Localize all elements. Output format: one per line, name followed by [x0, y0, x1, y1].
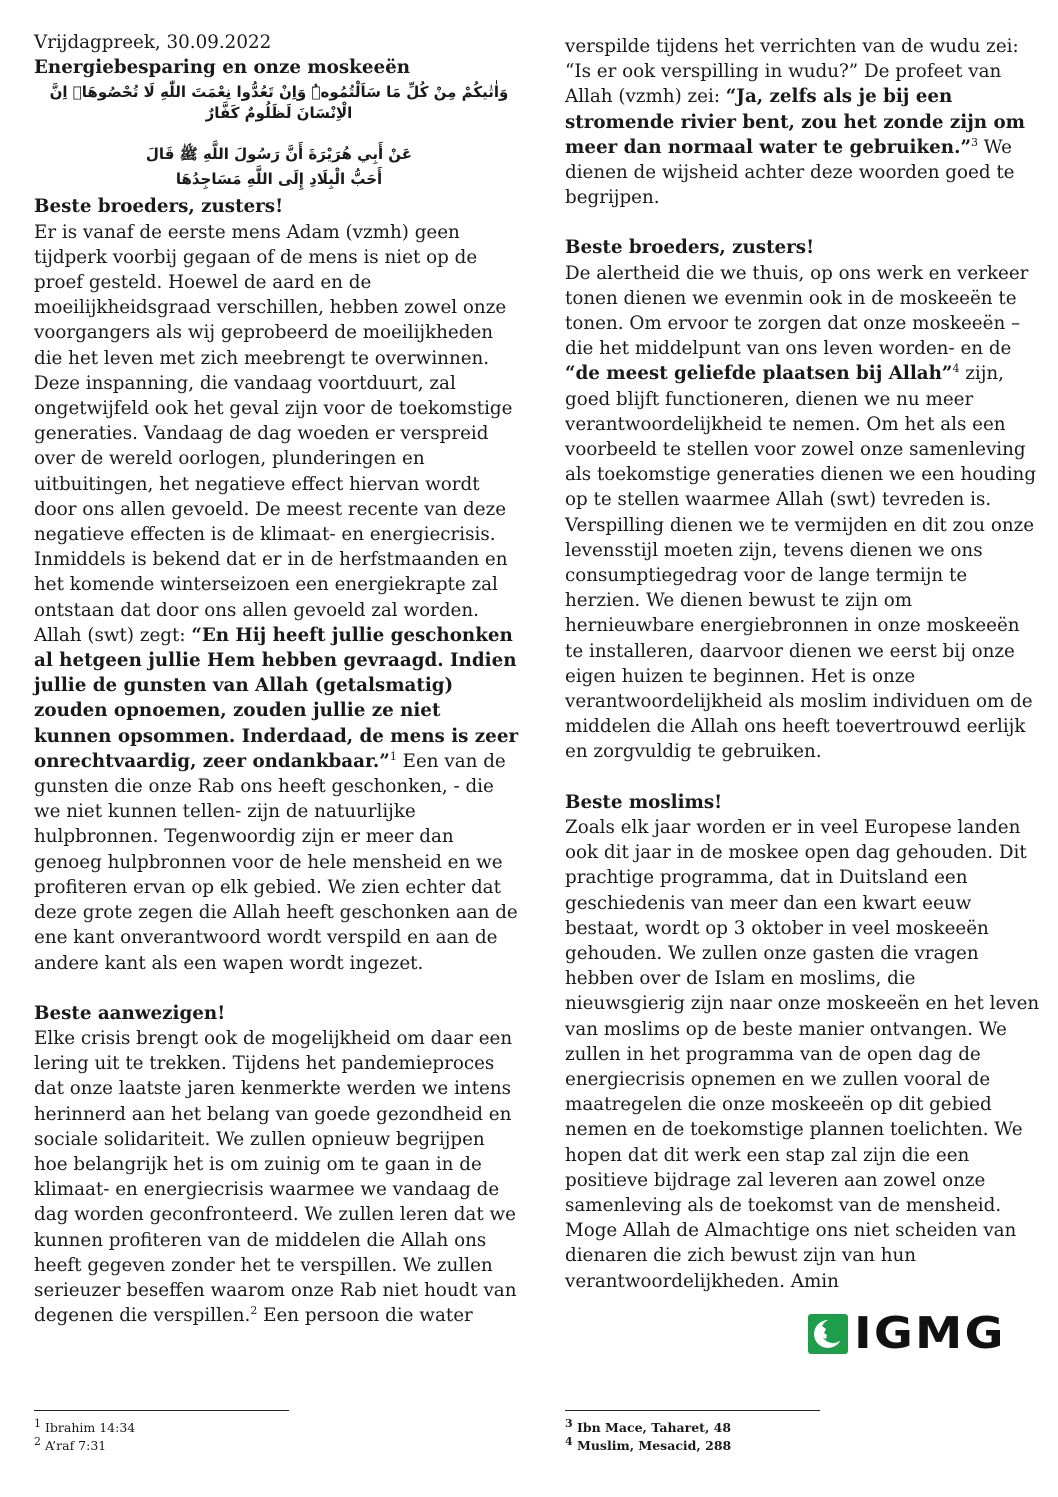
body-paragraph: [34, 220, 524, 976]
body-paragraph: [565, 34, 1040, 210]
date-line: Vrijdagpreek, 30.09.2022: [34, 32, 272, 53]
paragraph-text: zijn, goed blijft functioneren, dienen we nu meer verantwoordelijkheid te nemen. Om het als een voorbeeld te stellen voor zowel onze samenleving als toekomstige generaties dienen we een houding op te stellen waarmee Allah (swt) tevreden is. Verspilling dienen we te vermijden en dit zou onze levensstijl moeten zijn, tevens dienen we ons consumptiegedrag voor de lange termijn te herzien. We dienen bewust te zijn om hernieuwbare energiebronnen in onze moskeeën te installeren, daarvoor dienen we eerst bij onze eigen huizen te beginnen. Het is onze verantwoordelijkheid als moslim individuen om de middelen die Allah ons heeft toevertrouwd eerlijk en zorgvuldig te gebruiken.: [565, 363, 1037, 763]
footnote-ref: 3: [970, 135, 978, 149]
arabic-hadith-line1: عَنْ أَبِي هُرَيْرَةَ أَنَّ رَسُولَ اللَّهِ ﷺ قَالَ: [145, 145, 413, 164]
body-paragraph: [34, 1026, 524, 1328]
section-heading: Beste broeders, zusters!: [565, 237, 815, 259]
footnote: $^3$ Ibn Mace, Taharet, 48: [565, 1416, 732, 1435]
footnote: $^1$ Ibrahim 14:34: [34, 1416, 136, 1435]
paragraph-text: We dienen de wijsheid achter deze woorden goed te begrijpen.: [565, 136, 1015, 209]
hadith-quote: “Ja, zelfs als je bij een stromende rivier bent, zou het zonde zijn om meer dan normaal water te gebruiken.”: [565, 86, 1025, 158]
footnote-ref: 4: [952, 362, 960, 376]
paragraph-text: De alertheid die we thuis, op ons werk en verkeer tonen dienen we evenmin ook in de moskeeën te tonen. Om ervoor te zorgen dat onze moskeeën – die het middelpunt van ons leven worden- en de: [565, 262, 1029, 360]
footnote-ref: 1: [389, 749, 397, 763]
arabic-ayah: وَاٰتٰيكُمْ مِنْ كُلِّ مَا سَاَلْتُمُوهُۜ وَاِنْ تَعُدُّوا نِعْمَتَ اللّٰهِ لَا تُحْصُوهَاۜ اِنَّ الْاِنْسَانَ لَظَلُومٌ كَفَّارٌ: [49, 83, 509, 123]
paragraph-text: Een van de gunsten die onze Rab ons heeft geschonken, - die we niet kunnen tellen- zijn de natuurlijke hulpbronnen. Tegenwoordig zijn er meer dan genoeg hulpbronnen voor de hele mensheid en we profiteren ervan op elk gebied. We zien echter dat deze grote zegen die Allah heeft geschonken aan de ene kant onverantwoord wordt verspild en aan de andere kant als een wapen wordt ingezet.: [34, 750, 518, 974]
quran-quote: “En Hij heeft jullie geschonken al hetgeen jullie Hem hebben gevraagd. Indien jullie de gunsten van Allah (getalsmatig) zouden opnoemen, zouden jullie ze niet kunnen opsommen. Inderdaad, de mens is zeer onrechtvaardig, zeer ondankbaar.”: [34, 624, 519, 772]
left-column: [34, 30, 524, 1328]
logo-text: IGMG: [854, 1308, 1006, 1359]
igmg-logo: [808, 1308, 1006, 1359]
paragraph-text: Er is vanaf de eerste mens Adam (vzmh) geen tijdperk voorbij gegaan of de mens is niet op de proef gesteld. Hoewel de aard en de moeilijkheidsgraad verschillen, hebben zowel onze voorgangers als wij geprobeerd de moeilijkheden die het leven met zich meebrengt te overwinnen. Deze inspanning, die vandaag voortduurt, zal ongetwijfeld ook het geval zijn voor de toekomstige generaties. Vandaag de dag woeden er verspreid over de wereld oorlogen, plunderingen en uitbuitingen, het negatieve effect hiervan wordt door ons allen gevoeld. De meest recente van deze negatieve effecten is de klimaat- en energiecrisis. Inmiddels is bekend dat er in de herfstmaanden en het komende winterseizoen een energiekrapte zal ontstaan dat door ons allen gevoeld zal worden. Allah (swt) zegt:: [34, 221, 513, 646]
footnote-divider: [565, 1410, 820, 1411]
section-heading: Beste aanwezigen!: [34, 1002, 226, 1024]
hadith-quote: “de meest geliefde plaatsen bij Allah”: [565, 363, 953, 385]
footnote-divider: [34, 1410, 289, 1411]
paragraph-text: Elke crisis brengt ook de mogelijkheid om daar een lering uit te trekken. Tijdens het pandemieproces dat onze laatste jaren kenmerkte werden we intens herinnerd aan het belang van goede gezondheid en sociale solidariteit. We zullen opnieuw begrijpen hoe belangrijk het is om zuinig om te gaan in de klimaat- en energiecrisis waarmee we vandaag de dag worden geconfronteerd. We zullen leren dat we kunnen profiteren van de middelen die Allah ons heeft gegeven zonder het te verspillen. We zullen serieuzer beseffen waarom onze Rab niet houdt van degenen die verspillen.: [34, 1027, 517, 1327]
section-heading: Beste broeders, zusters!: [34, 196, 284, 218]
footnotes-right: [565, 1410, 825, 1455]
footnote: $^2$ A’raf 7:31: [34, 1434, 107, 1453]
footnote-ref: 2: [250, 1304, 258, 1318]
footnote: $^4$ Muslim, Mesacid, 288: [565, 1434, 732, 1453]
paragraph-text: Een persoon die water: [257, 1305, 473, 1327]
body-paragraph: Zoals elk jaar worden er in veel Europese landen ook dit jaar in de moskee open dag gehouden. Dit prachtige programma, dat in Duitsland een geschiedenis van meer dan een kwart eeuw bestaat, wordt op 3 oktober in veel moskeeën gehouden. We zullen onze gasten die vragen hebben over de Islam en moslims, die nieuwsgierig zijn naar onze moskeeën en het leven van moslims op de beste manier ontvangen. We zullen in het programma van de open dag de energiecrisis opnemen en we zullen vooral de maatregelen die onze moskeeën op dit gebied nemen en de toekomstige plannen toelichten. We hopen dat dit werk een stap zal zijn die een positieve bijdrage zal leveren aan zowel onze samenleving als de toekomst van de mensheid. Moge Allah de Almachtige ons niet scheiden van dienaren die zich bewust zijn van hun verantwoordelijkheden. Amin: [565, 816, 1040, 1292]
body-paragraph: [565, 261, 1040, 765]
arabic-hadith-line2: أَحَبُّ الْبِلَادِ إِلَى اللَّهِ مَسَاجِدُهَا: [175, 170, 383, 189]
footnotes-left: [34, 1410, 294, 1455]
page-title: Energiebesparing en onze moskeeën: [34, 57, 411, 79]
right-column: [565, 34, 1040, 1294]
section-heading: Beste moslims!: [565, 791, 723, 813]
crescent-globe-icon: [808, 1314, 848, 1354]
paragraph-text: verspilde tijdens het verrichten van de wudu zei: “Is er ook verspilling in wudu?” De profeet van Allah (vzmh) zei:: [565, 36, 1019, 108]
